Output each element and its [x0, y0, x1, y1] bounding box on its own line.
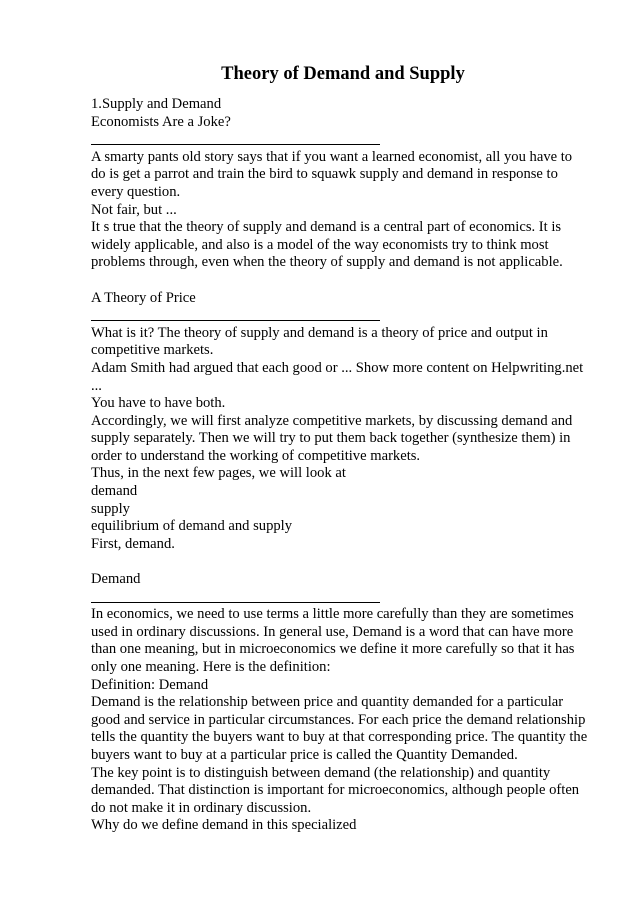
list-item: equilibrium of demand and supply — [91, 518, 293, 535]
text-line: You have to have both. — [91, 395, 226, 412]
paragraph-gap — [91, 272, 591, 290]
text-line: order to understand the working of competitive markets. — [91, 447, 421, 464]
text-line: ... — [91, 377, 102, 394]
text-line: do not make it in ordinary discussion. — [91, 799, 312, 816]
text-line: Thus, in the next few pages, we will look at — [91, 465, 346, 482]
text-line: good and service in particular circumstances. For each price the demand relationship — [91, 711, 586, 728]
text-line: supply separately. Then we will try to put them back together (synthesize them) in — [91, 430, 571, 447]
text-line: used in ordinary discussions. In general use, Demand is a word that can have more — [91, 623, 574, 640]
text-line: problems through, even when the theory of supply and demand is not applicable. — [91, 254, 563, 271]
text-line: Not fair, but ... — [91, 201, 177, 218]
text-line: What is it? The theory of supply and demand is a theory of price and output in — [91, 324, 548, 341]
text-line: In economics, we need to use terms a little more carefully than they are sometimes — [91, 606, 574, 623]
list-item: supply — [91, 500, 130, 517]
text-line: buyers want to buy at a particular price is called the Quantity Demanded. — [91, 746, 518, 763]
text-line: First, demand. — [91, 535, 175, 552]
subsection-heading: Demand — [91, 571, 141, 588]
horizontal-rule — [91, 307, 591, 325]
horizontal-rule — [91, 589, 591, 607]
text-line: It s true that the theory of supply and demand is a central part of economics. It is — [91, 219, 562, 236]
text-line: widely applicable, and also is a model of the way economists try to think most — [91, 236, 549, 253]
text-line: The key point is to distinguish between demand (the relationship) and quantity — [91, 764, 551, 781]
horizontal-rule — [91, 131, 591, 149]
text-line: Why do we define demand in this specialized — [91, 817, 357, 834]
text-line: tells the quantity the buyers want to buy at that corresponding price. The quantity the — [91, 729, 588, 746]
definition-heading: Definition: Demand — [91, 676, 209, 693]
text-line: A smarty pants old story says that if you want a learned economist, all you have to — [91, 148, 573, 165]
list-item: demand — [91, 483, 138, 500]
text-line: Demand is the relationship between price and quantity demanded for a particular — [91, 694, 564, 711]
text-line: Accordingly, we will first analyze competitive markets, by discussing demand and — [91, 412, 573, 429]
subsection-heading: Economists Are a Joke? — [91, 113, 231, 130]
subsection-heading: A Theory of Price — [91, 289, 196, 306]
section-heading: 1.Supply and Demand — [91, 96, 222, 112]
text-line: only one meaning. Here is the definition: — [91, 659, 331, 675]
paragraph-gap — [91, 553, 591, 571]
text-line: Adam Smith had argued that each good or ... Show more content on Helpwriting.net — [91, 359, 584, 376]
text-line: competitive markets. — [91, 342, 214, 359]
text-line: than one meaning, but in microeconomics we define it more carefully so that it has — [91, 641, 575, 658]
document-title: Theory of Demand and Supply — [221, 64, 465, 84]
text-line: do is get a parrot and train the bird to squawk supply and demand in response to — [91, 166, 558, 183]
text-line: every question. — [91, 183, 181, 200]
document-page — [91, 62, 591, 835]
text-line: demanded. That distinction is important for microeconomics, although people often — [91, 782, 580, 799]
